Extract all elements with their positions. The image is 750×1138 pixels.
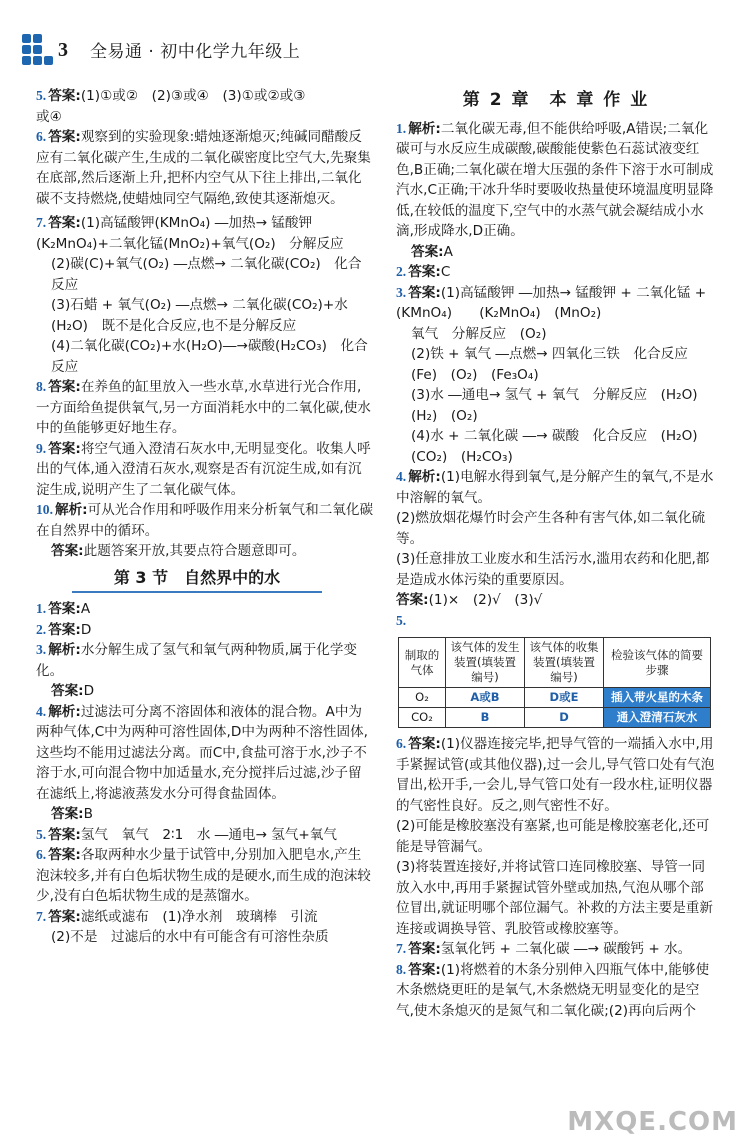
right-column [396,86,734,1021]
table-header: 该气体的收集装置(填装置编号) [525,638,604,688]
answer-line: (3)水 ―通电→ 氢气 + 氧气 分解反应 (H₂O) (H₂) (O₂) [411,387,712,424]
answer-line: (2)铁 + 氧气 ―点燃→ 四氧化三铁 化合反应 (Fe) (O₂) (Fe₃O₄) [411,346,702,383]
answer-item: 7. 答案:滤纸或滤布 (1)净水剂 玻璃棒 引流 [36,908,318,925]
answer-item: 4. 解析:过滤法可分离不溶固体和液体的混合物。A中为两种气体,C中为两种可溶性固体,D中为两种不溶性固体,这些均不能用过滤法分离。而C中,食盐可溶于水,沙子不溶于水,可向混合物中加适量水,充分搅拌后过滤,沙子留在滤纸上,将滤液蒸发水分可得食盐固体。 [36,703,368,802]
table-header: 检验该气体的简要步骤 [604,638,711,688]
answer-line: (4)水 + 二氧化碳 ―→ 碳酸 化合反应 (H₂O) (CO₂) (H₂CO₃) [411,428,712,465]
answer-item: 2. 答案:C [396,264,451,280]
answer-line: (4)二氧化碳(CO₂)+水(H₂O)―→碳酸(H₂CO₃) 化合反应 [51,338,368,375]
book-title: 全易通 · 初中化学九年级上 [90,42,301,62]
answer-line: (2)燃放烟花爆竹时会产生各种有害气体,如二氧化硫等。 [396,510,706,547]
table-cell: D或E [525,688,604,708]
answer-item: 8. 答案:在养鱼的缸里放入一些水草,水草进行光合作用,一方面给鱼提供氧气,另一方面消耗水中的二氧化碳,使水中的鱼能够更好地生存。 [36,379,371,436]
table-header: 制取的气体 [399,638,446,688]
table-cell: 插入带火星的木条 [604,688,711,708]
watermark: MXQE.COM [567,1106,738,1137]
answer-item: 7. 答案:氢氧化钙 + 二氧化碳 ―→ 碳酸钙 + 水。 [396,941,692,957]
table-header-row [399,638,711,688]
answer-line: (3)石蜡 + 氧气(O₂) ―点燃→ 二氧化碳(CO₂)+水(H₂O) 既不是化合反应,也不是分解反应 [51,297,348,334]
answer-item: 8. 答案:(1)将燃着的木条分别伸入四瓶气体中,能够使木条燃烧更旺的是氧气,木条燃烧无明显变化的是空气,使木条熄灭的是氮气和二氧化碳;(2)再向后两个 [396,961,710,1019]
page-number: 3 [58,39,68,61]
left-column [36,86,374,948]
answer-line: 答案:D [51,683,95,699]
chapter-title: 第 2 章 本 章 作 业 [462,90,650,110]
answer-item: 10. 解析:可从光合作用和呼吸作用来分析氧气和二氧化碳在自然界中的循环。 [36,502,374,539]
table-row [399,688,711,708]
gas-table [398,637,711,728]
table-cell: O₂ [399,688,446,708]
answer-item: 6. 答案:(1)仪器连接完毕,把导气管的一端插入水中,用手紧握试管(或其他仪器),过一会儿,导气管口处有气泡冒出,松开手,一会儿,导气管口处有一段水柱,证明仪器的气密性良好。反之,则气密性不好。 [396,736,715,814]
section-title: 第 3 节 自然界中的水 [72,568,322,594]
table-cell: D [525,708,604,728]
answer-item: 7. 答案:(1)高锰酸钾(KMnO₄) ―加热→ 锰酸钾(K₂MnO₄)+二氧化锰(MnO₂)+氧气(O₂) 分解反应 [36,215,344,252]
answer-item: 5. 答案:(1)①或② (2)③或④ (3)①或②或③ 或④ [36,88,306,125]
answer-item: 1. 解析:二氧化碳无毒,但不能供给呼吸,A错误;二氧化碳可与水反应生成碳酸,碳酸能使紫色石蕊试液变红色,B正确;二氧化碳在增大压强的条件下溶于水可制成汽水,C正确;干冰升华时要吸收热量使环境温度明显降低,在较低的温度下,空气中的水蒸气就会凝结成小水滴,形成降水,D正确。 [396,120,714,239]
table-cell: CO₂ [399,708,446,728]
table-header: 该气体的发生装置(填装置编号) [446,638,525,688]
answer-item: 2. 答案:D [36,621,92,638]
table-row [399,708,711,728]
table-cell: A或B [446,688,525,708]
answer-line: (3)任意排放工业废水和生活污水,滥用农药和化肥,都是造成水体污染的重要原因。 [396,551,710,588]
answer-item: 3. 解析:水分解生成了氢气和氧气两种物质,属于化学变化。 [36,642,358,679]
page-header [0,0,750,86]
answer-item: 6. 答案:观察到的实验现象:蜡烛逐渐熄灭;纯碱同醋酸反应有二氧化碳产生,生成的二氧化碳密度比空气大,先聚集在底部,然后逐渐上升,把杯内空气从下往上排出,二氧化碳不支持燃烧,使蜡烛同空气隔绝,致使其逐渐熄灭。 [36,129,371,207]
answer-item: 5. [396,612,407,628]
answer-line: (2)碳(C)+氧气(O₂) ―点燃→ 二氧化碳(CO₂) 化合反应 [51,256,362,293]
answer-line: (2)可能是橡胶塞没有塞紧,也可能是橡胶塞老化,还可能是导管漏气。 [396,818,710,855]
answer-line: 答案:(1)× (2)√ (3)√ [396,592,543,608]
answer-line: 答案:此题答案开放,其要点符合题意即可。 [51,543,306,559]
answer-item: 6. 答案:各取两种水少量于试管中,分别加入肥皂水,产生泡沫较多,并有白色垢状物生成的是硬水,而生成的泡沫较少,没有白色垢状物生成的是蒸馏水。 [36,847,371,904]
answer-item: 9. 答案:将空气通入澄清石灰水中,无明显变化。收集人呼出的气体,通入澄清石灰水,观察是否有沉淀生成,如有沉淀生成,说明产生了二氧化碳气体。 [36,440,371,498]
answer-line: 氧气 分解反应 (O₂) [411,325,547,342]
answer-line: 答案:A [411,243,453,260]
table-cell: B [446,708,525,728]
answer-item: 4. 解析:(1)电解水得到氧气,是分解产生的氧气,不是水中溶解的氧气。 [396,469,714,506]
answer-item: 5. 答案:氢气 氧气 2∶1 水 ―通电→ 氢气+氧气 [36,826,337,843]
answer-line: 答案:B [51,806,93,822]
answer-item: 3. 答案:(1)高锰酸钾 ―加热→ 锰酸钾 + 二氧化锰 + (KMnO₄) (K₂MnO₄) (MnO₂) [396,284,734,321]
table-cell: 通入澄清石灰水 [604,708,711,728]
answer-line: (3)将装置连接好,并将试管口连同橡胶塞、导管一同放入水中,再用手紧握试管外壁或加热,气泡从哪个部位冒出,就证明哪个部位漏气。补救的方法主要是重新连接或调换导管、乳胶管或橡胶塞等。 [396,859,713,937]
answer-line: (2)不是 过滤后的水中有可能含有可溶性杂质 [51,929,329,945]
answer-item: 1. 答案:A [36,601,91,617]
